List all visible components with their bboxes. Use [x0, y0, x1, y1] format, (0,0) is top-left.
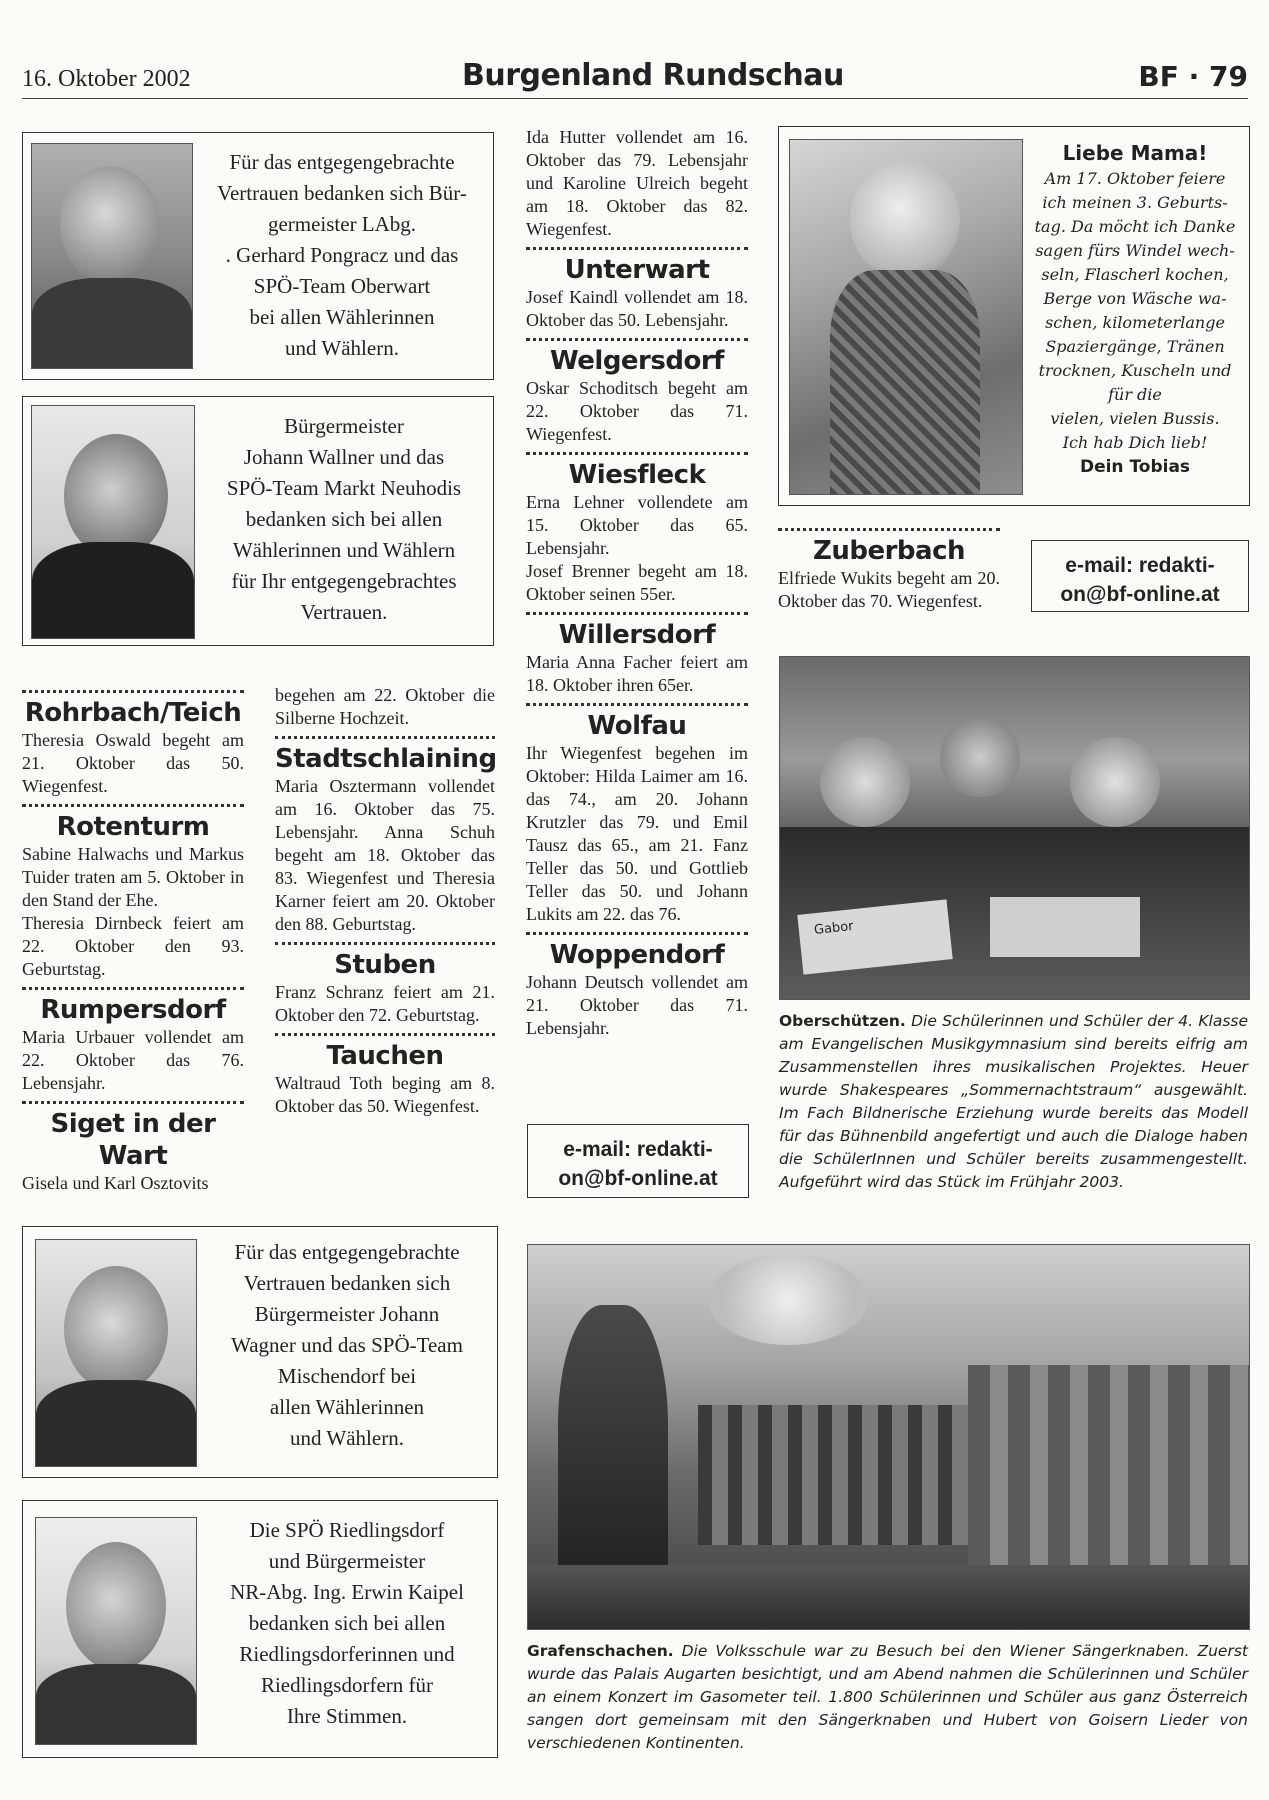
place-heading: Willersdorf — [558, 620, 716, 650]
concert-hall-photo — [527, 1244, 1250, 1630]
thanks-box-oberwart — [22, 132, 494, 380]
email-box[interactable]: e-mail: redakti- on@bf-online.at — [1031, 540, 1249, 612]
box-label: Gabor — [813, 918, 855, 939]
birthday-column-2: begehen am 22. Oktober die Silberne Hochzeit. Stadtschlaining Maria Osztermann vollendet am 16. Oktober das 75. Lebensjahr. Anna Schuh begeht am 18. Oktober das 83. Wiegenfest und Theresia Karner feiert am 20. Oktober den 88. Geburtstag. Stuben Franz Schranz feiert am 21. Oktober den 72. Geburtstag. Tauchen Waltraud Toth beging am 8. Oktober das 50. Wiegenfest. — [275, 685, 497, 1116]
dotted-divider — [778, 528, 1000, 531]
place-heading: Zuberbach — [812, 536, 965, 566]
thanks-box-riedlingsdorf — [22, 1500, 498, 1758]
greeting-title: Liebe Mama! — [1062, 141, 1208, 165]
portrait-photo — [35, 1517, 197, 1745]
dotted-divider — [526, 247, 748, 250]
page-number: BF · 79 — [1138, 60, 1248, 93]
place-heading: Wiesfleck — [568, 460, 706, 490]
portrait-photo — [31, 143, 193, 369]
photo-caption-grafenschachen: Grafenschachen. Die Volksschule war zu Besuch bei den Wiener Sängerknaben. Zuerst wurde das Palais Augarten besichtigt, und am Abend nahmen die Schülerinnen und Schüler an einem Konzert im Gasometer teil. 1.800 Schülerinnen und Schüler aus ganz Österreich sangen dort gemeinsam mit den Sängerknaben und Hubert von Goisern Lieder von verschiedenen Kontinenten. — [527, 1642, 1248, 1752]
birthday-greeting-box — [778, 126, 1250, 506]
thanks-text: Bürgermeister Johann Wallner und das SPÖ-Team Markt Neuhodis bedanken sich bei allen Wählerinnen und Wählern für Ihr entgegengebrachtes Vertrauen. — [226, 414, 462, 624]
dotted-divider — [275, 1033, 495, 1036]
place-heading: Tauchen — [326, 1041, 444, 1071]
dotted-divider — [22, 987, 244, 990]
dotted-divider — [275, 736, 495, 739]
place-heading: Stadtschlaining — [275, 744, 497, 774]
birthday-column-3: Ida Hutter vollendet am 16. Oktober das 79. Lebensjahr und Karoline Ulreich begeht am 18. Oktober das 82. Wiegenfest. Unterwart Josef Kaindl vollendet am 18. Oktober das 50. Lebensjahr. Welgersdorf Oskar Schoditsch begeht am 22. Oktober das 71. Wiegenfest. Wiesfleck Erna Lehner vollendete am 15. Oktober das 65. Lebensjahr. Josef Brenner begeht am 18. Oktober seinen 55er. Willersdorf Maria Anna Facher feiert am 18. Oktober ihren 65er. Wolfau Ihr Wiegenfest begehen im Oktober: Hilda Laimer am 16. das 74., am 20. Johann Krutzler das 79. und Emil Tausz das 65., am 21. Fanz Teller das 50. und Gottlieb Teller das 50. und Johann Lukits am 22. das 76. Woppendorf Johann Deutsch vollendet am 21. Oktober das 71. Lebensjahr. — [526, 127, 748, 1038]
page-header — [22, 58, 1248, 99]
place-heading: Wolfau — [587, 711, 687, 741]
child-photo — [789, 139, 1023, 495]
portrait-photo — [35, 1239, 197, 1467]
portrait-photo — [31, 405, 195, 639]
place-heading: Siget in der Wart — [50, 1109, 216, 1171]
place-heading: Welgersdorf — [550, 346, 724, 376]
thanks-text: Die SPÖ Riedlingsdorf und Bürgermeister NR-Abg. Ing. Erwin Kaipel bedanken sich bei allen Riedlingsdorferinnen und Riedlingsdorfern für Ihre Stimmen. — [230, 1518, 464, 1728]
dotted-divider — [22, 1101, 244, 1104]
email-box[interactable]: e-mail: redakti- on@bf-online.at — [527, 1124, 749, 1198]
place-heading: Rohrbach/Teich — [24, 698, 242, 728]
birthday-column-1: Rohrbach/Teich Theresia Oswald begeht am 21. Oktober das 50. Wiegenfest. Rotenturm Sabine Halwachs und Markus Tuider traten am 5. Oktober in den Stand der Ehe. Theresia Dirnbeck feiert am 22. Oktober den 93. Geburtstag. Rumpersdorf Maria Urbauer vollendet am 22. Oktober das 76. Lebensjahr. Siget in der Wart Gisela und Karl Osztovits — [22, 684, 244, 1195]
newspaper-title: Burgenland Rundschau — [462, 58, 844, 93]
thanks-box-mischendorf — [22, 1226, 498, 1478]
thanks-text: Für das entgegengebrachte Vertrauen bedanken sich Bür- germeister LAbg. . Gerhard Pongracz und das SPÖ-Team Oberwart bei allen Wählerinnen und Wählern. — [217, 150, 467, 360]
dotted-divider — [526, 932, 748, 935]
dotted-divider — [526, 452, 748, 455]
dotted-divider — [526, 703, 748, 706]
place-heading: Unterwart — [564, 255, 710, 285]
thanks-text: Für das entgegengebrachte Vertrauen bedanken sich Bürgermeister Johann Wagner und das SPÖ-Team Mischendorf bei allen Wählerinnen und Wählern. — [231, 1240, 463, 1450]
place-heading: Rotenturm — [56, 812, 210, 842]
dotted-divider — [22, 804, 244, 807]
place-heading: Woppendorf — [549, 940, 725, 970]
birthday-zuberbach: Zuberbach Elfriede Wukits begeht am 20. Oktober das 70. Wiegenfest. — [778, 522, 1000, 613]
dotted-divider — [275, 942, 495, 945]
place-heading: Stuben — [334, 950, 436, 980]
thanks-box-markt-neuhodis — [22, 396, 494, 646]
place-heading: Rumpersdorf — [40, 995, 226, 1025]
issue-date: 16. Oktober 2002 — [22, 66, 191, 92]
dotted-divider — [526, 338, 748, 341]
dotted-divider — [526, 612, 748, 615]
photo-caption-oberschuetzen: Oberschützen. Die Schülerinnen und Schüler der 4. Klasse am Evangelischen Musikgymnasium sind bereits eifrig am Zusammenstellen ihres musikalischen Projektes. Heuer wurde Shakespeares „Sommernachtstraum“ ausgewählt. Im Fach Bildnerische Erziehung wurde bereits das Modell für das Bühnenbild angefertigt und auch die Dialoge haben die SchülerInnen und Schüler bereits zusammengestellt. Aufgeführt wird das Stück im Frühjahr 2003. — [779, 1012, 1248, 1191]
classroom-photo — [779, 656, 1250, 1000]
greeting-signature: Dein Tobias — [1079, 457, 1191, 477]
greeting-text: Liebe Mama! Am 17. Oktober feiere ich meinen 3. Geburts- tag. Da möcht ich Danke sagen fürs Windel wech- seln, Flascherl kochen, Berge von Wäsche wa- schen, kilometerlange Spaziergänge, Tränen trocknen, Kuscheln und für die vielen, vielen Bussis. Ich hab Dich lieb! Dein Tobias — [1029, 139, 1241, 479]
dotted-divider — [22, 690, 244, 693]
